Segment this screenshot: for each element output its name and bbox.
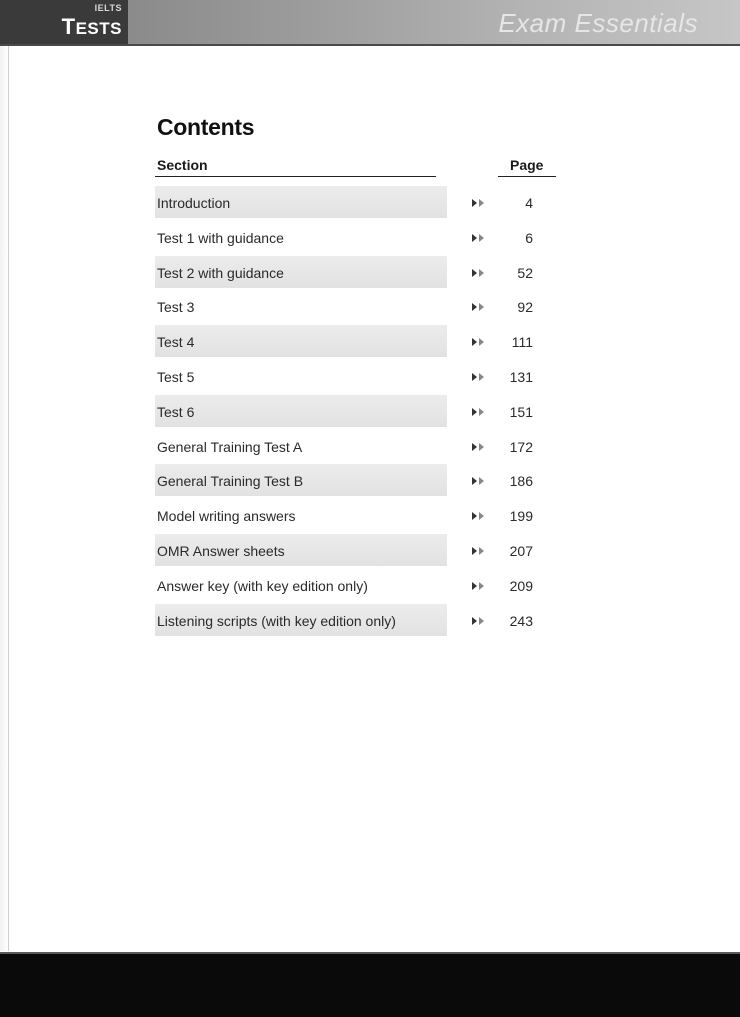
entry-label: Test 4 — [157, 334, 195, 351]
entry-label: Answer key (with key edition only) — [157, 577, 368, 594]
contents-entry — [155, 464, 555, 499]
entry-page-number: 207 — [509, 542, 533, 559]
contents-entry — [155, 186, 555, 221]
double-right-triangle-icon — [471, 302, 485, 312]
entry-label: Test 6 — [157, 403, 195, 420]
double-right-triangle-icon — [471, 616, 485, 626]
entry-page-number: 131 — [509, 368, 533, 385]
contents-entry — [155, 221, 555, 256]
contents-entry — [155, 604, 555, 639]
double-right-triangle-icon — [471, 476, 485, 486]
double-right-triangle-icon — [471, 268, 485, 278]
contents-entry — [155, 360, 555, 395]
entry-page-number: 199 — [509, 508, 533, 525]
row-shading — [155, 395, 447, 427]
entry-label: General Training Test B — [157, 473, 304, 490]
section-column-header: Section — [157, 157, 208, 173]
header-bar — [0, 0, 740, 46]
entry-page-number: 6 — [525, 229, 533, 246]
entry-label: General Training Test A — [157, 438, 303, 455]
entry-label: Test 3 — [157, 299, 195, 316]
entry-page-number: 151 — [509, 403, 533, 420]
header-rule-right — [498, 176, 556, 177]
entry-label: Test 1 with guidance — [157, 229, 284, 246]
double-right-triangle-icon — [471, 581, 485, 591]
entry-page-number: 186 — [509, 473, 533, 490]
contents-entry — [155, 569, 555, 604]
header-rule-left — [155, 176, 436, 177]
entry-label: OMR Answer sheets — [157, 542, 285, 559]
entry-page-number: 92 — [517, 299, 533, 316]
logo-ielts-text: IELTS — [94, 3, 122, 13]
entry-label: Listening scripts (with key edition only) — [157, 612, 396, 629]
contents-entry — [155, 395, 555, 430]
series-title: Exam Essentials — [498, 8, 698, 38]
entry-label: Test 5 — [157, 368, 195, 385]
entry-label: Model writing answers — [157, 508, 296, 525]
double-right-triangle-icon — [471, 372, 485, 382]
contents-list — [155, 186, 555, 638]
double-right-triangle-icon — [471, 511, 485, 521]
contents-entry — [155, 430, 555, 465]
logo-tests-text: TESTS — [61, 14, 122, 39]
entry-label: Test 2 with guidance — [157, 264, 284, 281]
ielts-tests-logo — [0, 0, 128, 44]
entry-page-number: 209 — [509, 577, 533, 594]
double-right-triangle-icon — [471, 233, 485, 243]
entry-page-number: 111 — [511, 334, 533, 351]
page-title: Contents — [157, 114, 255, 140]
entry-label: Introduction — [157, 195, 231, 211]
double-right-triangle-icon — [471, 337, 485, 347]
contents-entry — [155, 325, 555, 360]
page-binding-edge — [0, 46, 9, 951]
entry-page-number: 4 — [525, 195, 533, 211]
entry-page-number: 52 — [517, 264, 533, 281]
contents-entry — [155, 290, 555, 325]
double-right-triangle-icon — [471, 546, 485, 556]
contents-entry — [155, 256, 555, 291]
double-right-triangle-icon — [471, 442, 485, 452]
row-shading — [155, 325, 447, 357]
contents-entry — [155, 499, 555, 534]
bottom-scan-edge — [0, 952, 740, 1017]
entry-page-number: 243 — [509, 612, 533, 629]
page-column-header: Page — [510, 157, 544, 173]
double-right-triangle-icon — [471, 407, 485, 417]
contents-entry — [155, 534, 555, 569]
double-right-triangle-icon — [471, 198, 485, 208]
entry-page-number: 172 — [509, 438, 533, 455]
